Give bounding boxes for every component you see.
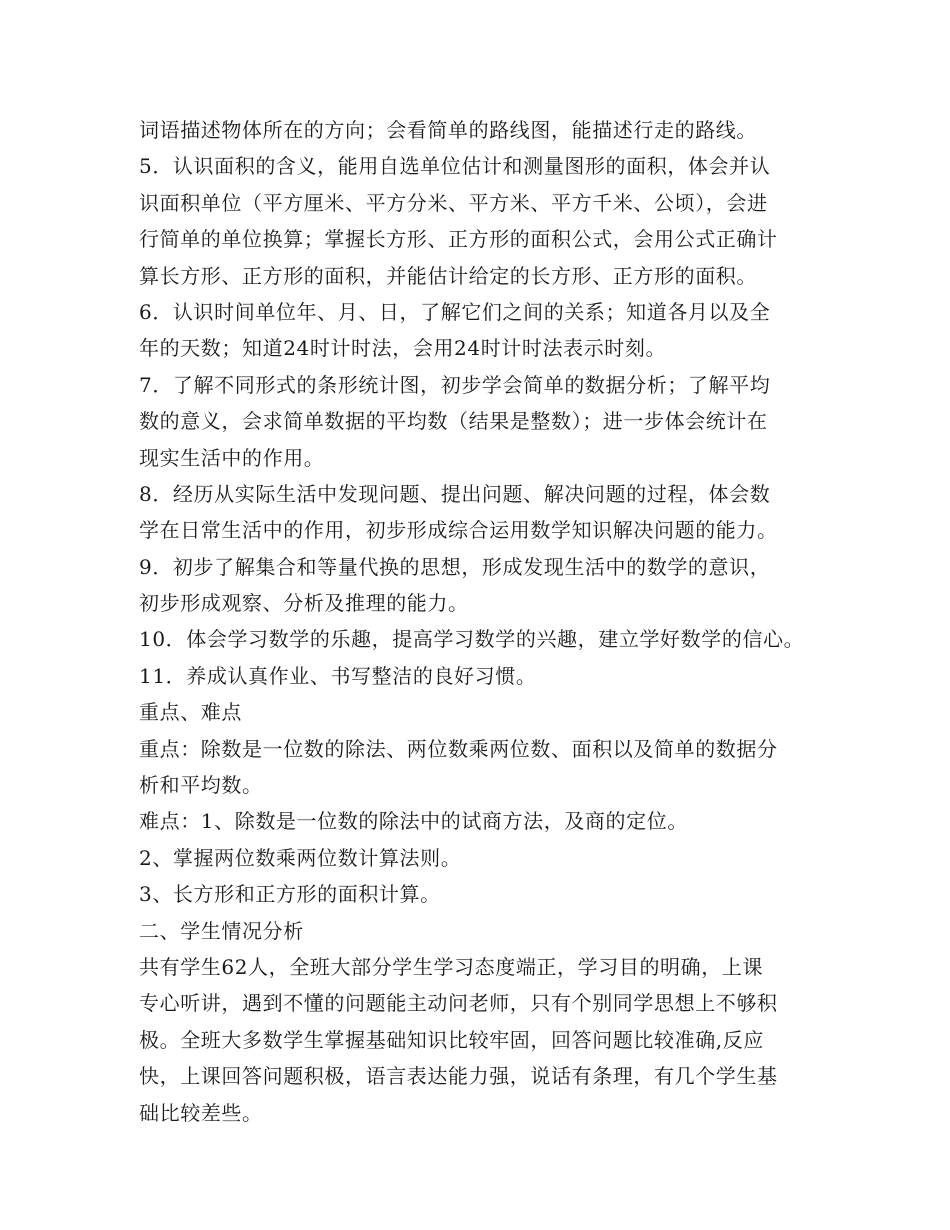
text-line: 6．认识时间单位年、月、日，了解它们之间的关系；知道各月以及全 <box>139 299 771 324</box>
text-line: 3、长方形和正方形的面积计算。 <box>139 882 441 907</box>
section-heading: 重点、难点 <box>139 700 242 725</box>
text-line: 极。全班大多数学生掌握基础知识比较牢固，回答问题比较准确,反应 <box>139 1027 764 1052</box>
text-line: 识面积单位（平方厘米、平方分米、平方米、平方千米、公顷），会进 <box>139 190 768 215</box>
text-line: 11．养成认真作业、书写整洁的良好习惯。 <box>139 663 537 688</box>
text-line: 7．了解不同形式的条形统计图，初步学会简单的数据分析；了解平均 <box>139 372 771 397</box>
text-line: 专心听讲，遇到不懂的问题能主动问老师，只有个别同学思想上不够积 <box>139 991 778 1016</box>
text-line: 10．体会学习数学的乐趣，提高学习数学的兴趣，建立学好数学的信心。 <box>139 627 805 652</box>
text-line: 年的天数；知道24时计时法，会用24时计时法表示时刻。 <box>139 336 667 361</box>
text-line: 共有学生62人，全班大部分学生学习态度端正，学习目的明确，上课 <box>139 954 764 979</box>
text-line: 8．经历从实际生活中发现问题、提出问题、解决问题的过程，体会数 <box>139 481 771 506</box>
text-line: 5．认识面积的含义，能用自选单位估计和测量图形的面积，体会并认 <box>139 154 771 179</box>
text-line: 行简单的单位换算；掌握长方形、正方形的面积公式，会用公式正确计 <box>139 227 778 252</box>
text-line: 9．初步了解集合和等量代换的思想，形成发现生活中的数学的意识， <box>139 554 771 579</box>
text-line: 数的意义，会求简单数据的平均数（结果是整数）；进一步体会统计在 <box>139 409 768 434</box>
text-line: 学在日常生活中的作用，初步形成综合运用数学知识解决问题的能力。 <box>139 518 778 543</box>
text-line: 础比较差些。 <box>139 1100 263 1125</box>
text-line: 难点：1、除数是一位数的除法中的试商方法，及商的定位。 <box>139 809 688 834</box>
text-line: 析和平均数。 <box>139 773 263 798</box>
text-line: 算长方形、正方形的面积，并能估计给定的长方形、正方形的面积。 <box>139 263 757 288</box>
section-heading: 二、学生情况分析 <box>139 918 304 943</box>
text-line: 现实生活中的作用。 <box>139 445 325 470</box>
text-line: 初步形成观察、分析及推理的能力。 <box>139 591 469 616</box>
text-line: 快，上课回答问题积极，语言表达能力强，说话有条理，有几个学生基 <box>139 1064 778 1089</box>
text-line: 词语描述物体所在的方向；会看简单的路线图，能描述行走的路线。 <box>139 118 757 142</box>
text-line: 2、掌握两位数乘两位数计算法则。 <box>139 845 462 870</box>
text-line: 重点：除数是一位数的除法、两位数乘两位数、面积以及简单的数据分 <box>139 736 778 761</box>
document-body <box>139 112 839 1131</box>
